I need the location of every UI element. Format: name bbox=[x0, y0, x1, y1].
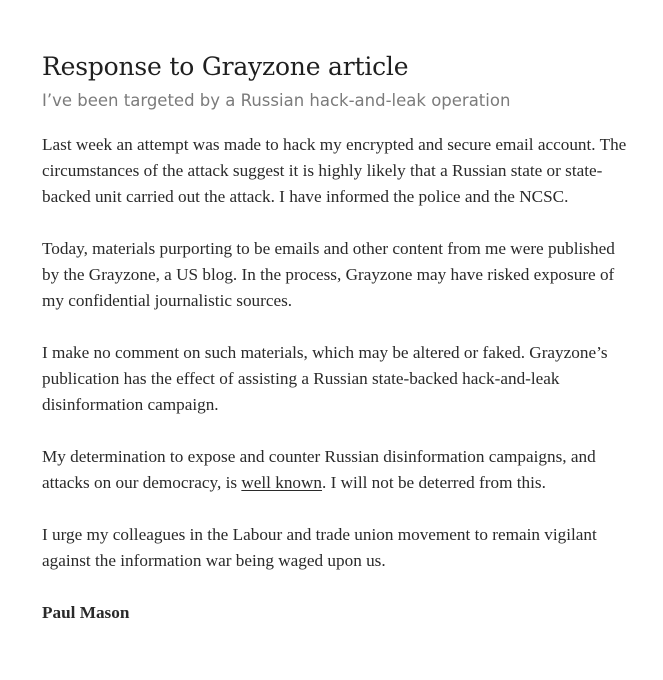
paragraph-text-before-link: My determination to expose and counter Russian disinformation campaigns, and attacks on our democracy, is bbox=[42, 447, 596, 492]
paragraph: Last week an attempt was made to hack my encrypted and secure email account. The circumstances of the attack suggest it is highly likely that a Russian state or state-backed unit carried out the attack. I have informed the police and the NCSC. bbox=[42, 135, 627, 206]
well-known-link[interactable]: well known bbox=[241, 473, 323, 492]
paragraph-with-link bbox=[42, 444, 632, 496]
paragraph: I urge my colleagues in the Labour and trade union movement to remain vigilant against the information war being waged upon us. bbox=[42, 525, 597, 570]
article-title: Response to Grayzone article bbox=[42, 52, 409, 81]
paragraph: Today, materials purporting to be emails and other content from me were published by the Grayzone, a US blog. In the process, Grayzone may have risked exposure of my confidential journalistic sources. bbox=[42, 239, 615, 310]
article-subtitle: I’ve been targeted by a Russian hack-and-leak operation bbox=[42, 91, 511, 110]
article-body bbox=[42, 132, 632, 626]
article bbox=[42, 50, 632, 626]
paragraph: I make no comment on such materials, which may be altered or faked. Grayzone’s publication has the effect of assisting a Russian state-backed hack-and-leak disinformation campaign. bbox=[42, 343, 608, 414]
author-signature: Paul Mason bbox=[42, 603, 130, 622]
paragraph-text-after-link: . I will not be deterred from this. bbox=[322, 473, 546, 492]
